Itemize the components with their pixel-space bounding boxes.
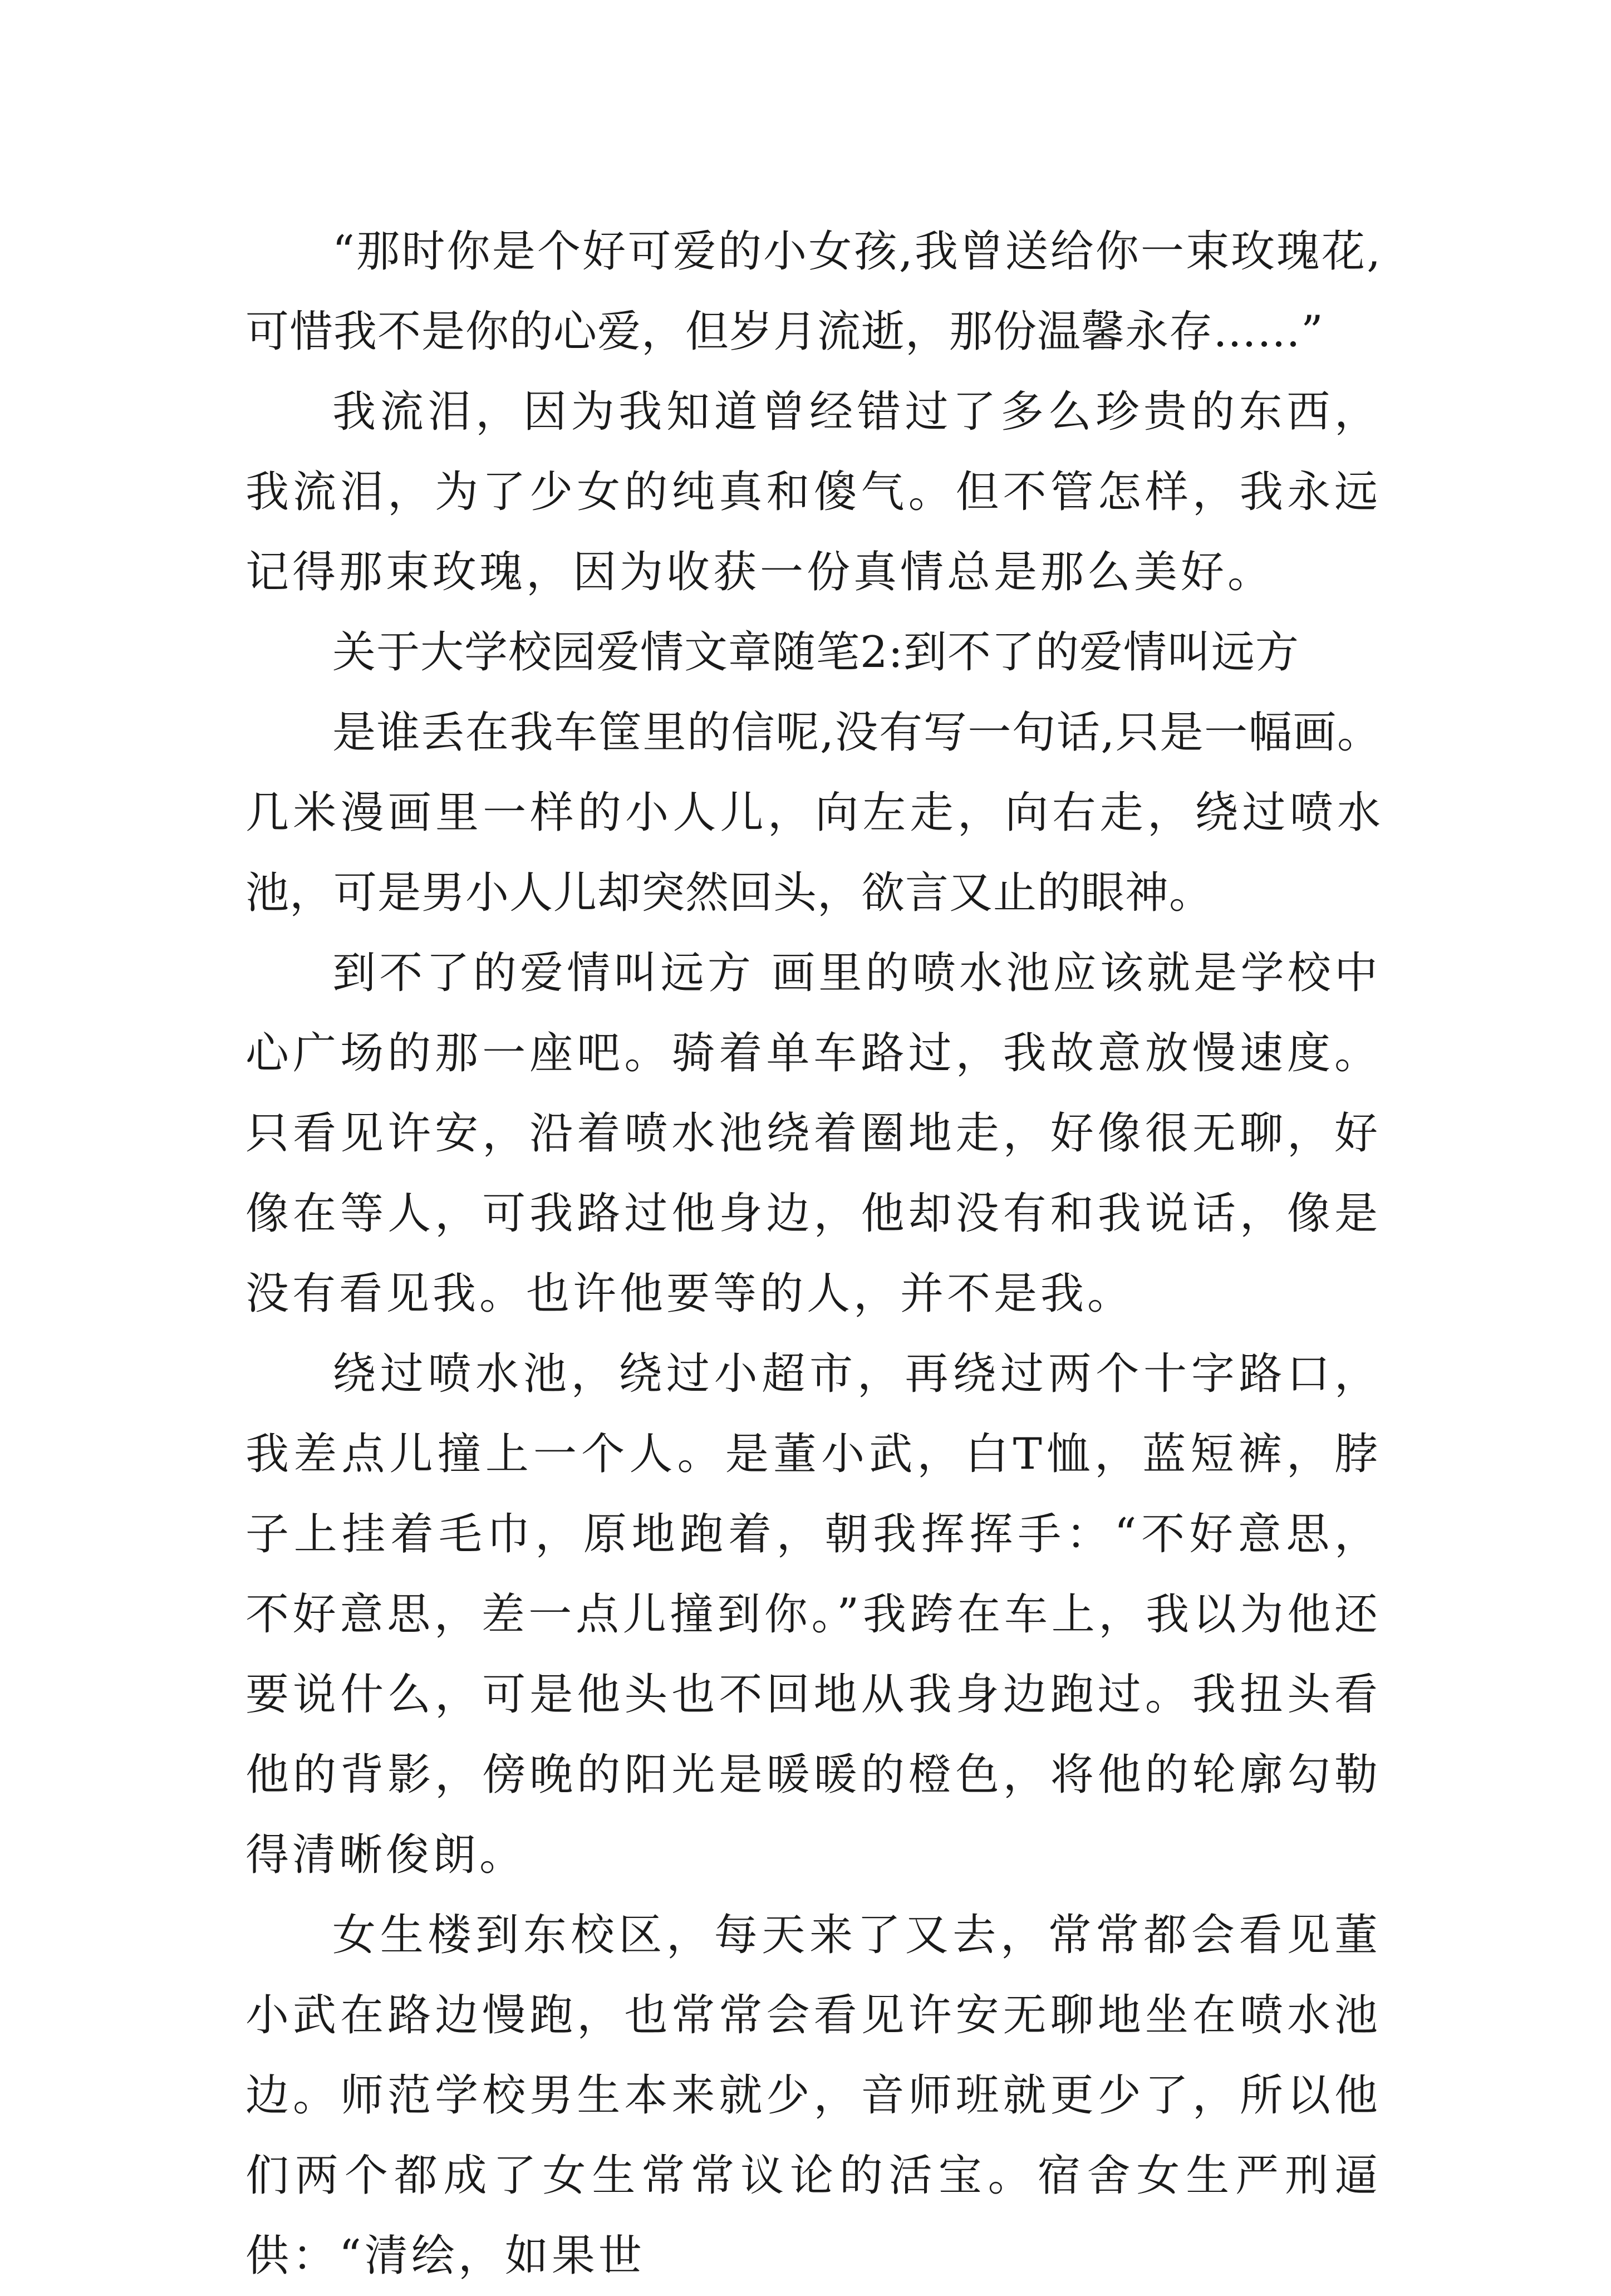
section-heading: 关于大学校园爱情文章随笔2:到不了的爱情叫远方 [332,627,1299,678]
paragraph-1: “那时你是个好可爱的小女孩,我曾送给你一束玫瑰花,可惜我不是你的心爱，但岁月流逝，那份温馨永存……” [245,227,1381,357]
body-text [245,212,1381,2296]
paragraph-4: 到不了的爱情叫远方 画里的喷水池应该就是学校中心广场的那一座吧。骑着单车路过，我故意放慢速度。只看见许安，沿着喷水池绕着圈地走，好像很无聊，好像在等人，可我路过他身边，他却没有和我说话，像是没有看见我。也许他要等的人，并不是我。 [245,948,1381,1319]
paragraph-2: 我流泪，因为我知道曾经错过了多么珍贵的东西，我流泪，为了少女的纯真和傻气。但不管怎样，我永远记得那束玫瑰，因为收获一份真情总是那么美好。 [245,387,1381,597]
paragraph-3: 是谁丢在我车筐里的信呢,没有写一句话,只是一幅画。几米漫画里一样的小人儿，向左走，向右走，绕过喷水池，可是男小人儿却突然回头，欲言又止的眼神。 [245,708,1381,918]
paragraph-5: 绕过喷水池，绕过小超市，再绕过两个十字路口，我差点儿撞上一个人。是董小武，白T恤，蓝短裤，脖子上挂着毛巾，原地跑着，朝我挥挥手：“不好意思，不好意思，差一点儿撞到你。”我跨在车上，我以为他还要说什么，可是他头也不回地从我身边跑过。我扭头看他的背影，傍晚的阳光是暖暖的橙色，将他的轮廓勾勒得清晰俊朗。 [245,1349,1381,1880]
paragraph-6: 女生楼到东校区，每天来了又去，常常都会看见董小武在路边慢跑，也常常会看见许安无聊地坐在喷水池边。师范学校男生本来就少，音师班就更少了，所以他们两个都成了女生常常议论的活宝。宿舍女生严刑逼供：“清绘，如果世 [245,1910,1381,2281]
